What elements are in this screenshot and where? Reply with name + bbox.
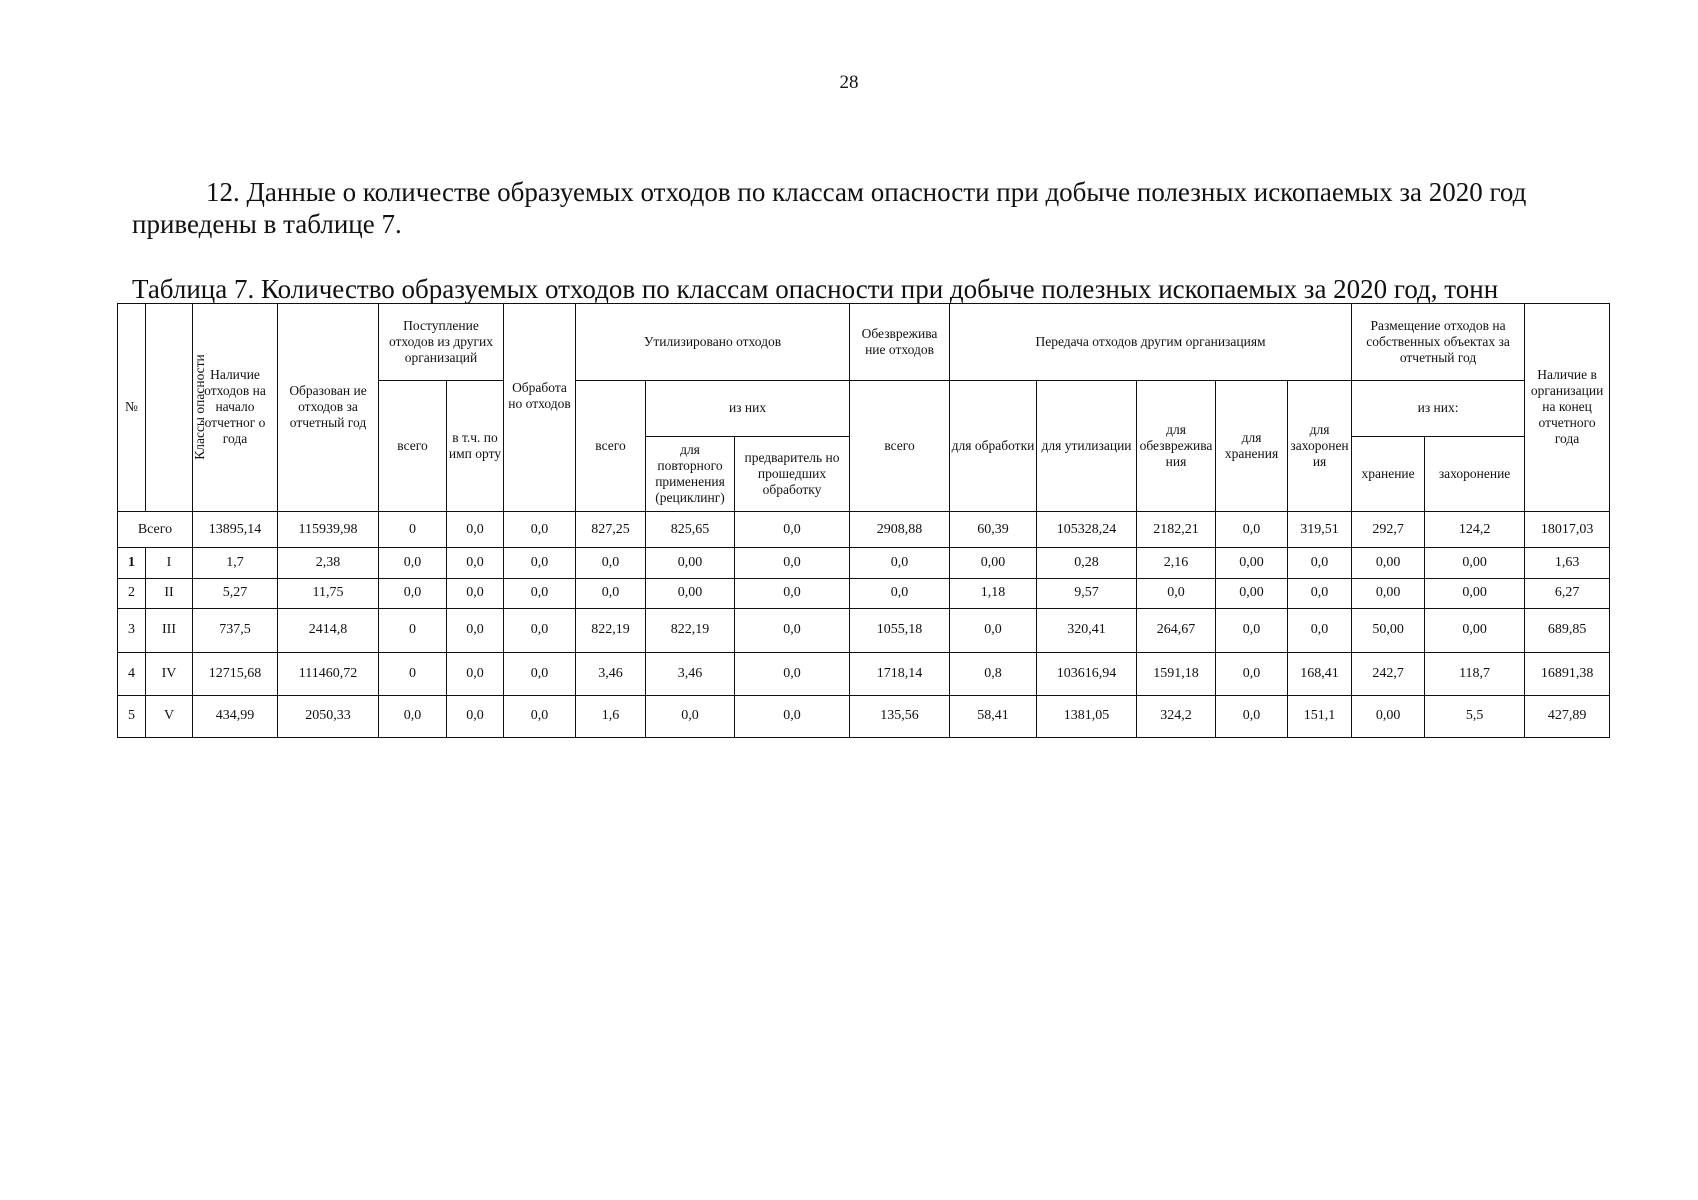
header-neutralized-total: всего <box>850 380 950 511</box>
cell-transfer-processing: 0,8 <box>950 653 1037 695</box>
cell-utilized-reuse: 0,00 <box>646 578 735 608</box>
cell-transfer-storage: 0,0 <box>1216 695 1288 737</box>
cell-transfer-neutralization: 0,0 <box>1137 578 1216 608</box>
table-row <box>118 578 1610 608</box>
header-utilized-total: всего <box>576 380 646 511</box>
cell-transfer-utilization: 1381,05 <box>1037 695 1137 737</box>
row-number: 2 <box>118 578 146 608</box>
cell-transfer-storage: 0,00 <box>1216 548 1288 578</box>
total-label: Всего <box>118 511 193 547</box>
cell-received-total: 0 <box>379 608 447 652</box>
cell-utilized-total: 3,46 <box>576 653 646 695</box>
cell-transfer-burial: 151,1 <box>1288 695 1352 737</box>
table-row <box>118 548 1610 578</box>
cell-received-import: 0,0 <box>447 511 504 547</box>
cell-placement-storage: 0,00 <box>1352 695 1425 737</box>
header-transfer-storage: для хранения <box>1216 380 1288 511</box>
cell-utilized-preprocessed: 0,0 <box>735 548 850 578</box>
cell-transfer-burial: 0,0 <box>1288 608 1352 652</box>
header-utilized-preprocessed: предваритель но прошедших обработку <box>735 437 850 512</box>
header-transfer-utilization: для утилизации <box>1037 380 1137 511</box>
cell-processed: 0,0 <box>504 548 576 578</box>
cell-transfer-neutralization: 1591,18 <box>1137 653 1216 695</box>
cell-placement-storage: 50,00 <box>1352 608 1425 652</box>
cell-transfer-neutralization: 2182,21 <box>1137 511 1216 547</box>
cell-processed: 0,0 <box>504 695 576 737</box>
cell-utilized-total: 822,19 <box>576 608 646 652</box>
cell-utilized-total: 827,25 <box>576 511 646 547</box>
header-neutralized-group: Обезврежива ние отходов <box>850 304 950 381</box>
cell-generated: 2,38 <box>278 548 379 578</box>
cell-neutralized-total: 2908,88 <box>850 511 950 547</box>
table-body <box>118 511 1610 737</box>
cell-transfer-utilization: 0,28 <box>1037 548 1137 578</box>
cell-utilized-reuse: 0,00 <box>646 548 735 578</box>
cell-end-balance: 1,63 <box>1525 548 1610 578</box>
header-transfer-neutralization: для обезвреживания <box>1137 380 1216 511</box>
cell-received-total: 0 <box>379 653 447 695</box>
cell-transfer-neutralization: 2,16 <box>1137 548 1216 578</box>
header-processed: Обработа но отходов <box>504 304 576 512</box>
cell-transfer-processing: 0,0 <box>950 608 1037 652</box>
cell-transfer-processing: 60,39 <box>950 511 1037 547</box>
header-transfer-burial: для захоронения <box>1288 380 1352 511</box>
cell-received-total: 0,0 <box>379 548 447 578</box>
header-received-total: всего <box>379 380 447 511</box>
cell-transfer-utilization: 105328,24 <box>1037 511 1137 547</box>
cell-end-balance: 6,27 <box>1525 578 1610 608</box>
header-placement-group: Размещение отходов на собственных объектах за отчетный год <box>1352 304 1525 381</box>
row-class: V <box>146 695 193 737</box>
cell-transfer-burial: 319,51 <box>1288 511 1352 547</box>
cell-placement-storage: 0,00 <box>1352 548 1425 578</box>
cell-processed: 0,0 <box>504 578 576 608</box>
row-class: III <box>146 608 193 652</box>
cell-utilized-reuse: 3,46 <box>646 653 735 695</box>
row-number: 4 <box>118 653 146 695</box>
cell-transfer-utilization: 9,57 <box>1037 578 1137 608</box>
cell-neutralized-total: 135,56 <box>850 695 950 737</box>
header-transfer-processing: для обработки <box>950 380 1037 511</box>
cell-received-import: 0,0 <box>447 548 504 578</box>
cell-utilized-reuse: 0,0 <box>646 695 735 737</box>
cell-end-balance: 16891,38 <box>1525 653 1610 695</box>
row-class: II <box>146 578 193 608</box>
header-no: № <box>118 304 146 512</box>
cell-transfer-utilization: 103616,94 <box>1037 653 1137 695</box>
table-row <box>118 695 1610 737</box>
cell-transfer-processing: 1,18 <box>950 578 1037 608</box>
row-number: 1 <box>118 548 146 578</box>
cell-utilized-preprocessed: 0,0 <box>735 608 850 652</box>
cell-processed: 0,0 <box>504 511 576 547</box>
cell-processed: 0,0 <box>504 608 576 652</box>
row-class: IV <box>146 653 193 695</box>
cell-transfer-processing: 0,00 <box>950 548 1037 578</box>
cell-transfer-neutralization: 264,67 <box>1137 608 1216 652</box>
cell-received-import: 0,0 <box>447 653 504 695</box>
cell-transfer-storage: 0,00 <box>1216 578 1288 608</box>
cell-transfer-storage: 0,0 <box>1216 608 1288 652</box>
cell-generated: 2414,8 <box>278 608 379 652</box>
header-placement-burial: захоронение <box>1425 437 1525 512</box>
page-number: 28 <box>839 72 859 93</box>
cell-utilized-total: 0,0 <box>576 548 646 578</box>
table-row <box>118 653 1610 695</box>
cell-utilized-preprocessed: 0,0 <box>735 695 850 737</box>
cell-received-total: 0 <box>379 511 447 547</box>
cell-start-balance: 12715,68 <box>193 653 278 695</box>
cell-transfer-storage: 0,0 <box>1216 511 1288 547</box>
header-end-balance: Наличие в организации на конец отчетного года <box>1525 304 1610 512</box>
cell-transfer-processing: 58,41 <box>950 695 1037 737</box>
cell-neutralized-total: 0,0 <box>850 578 950 608</box>
cell-utilized-reuse: 822,19 <box>646 608 735 652</box>
waste-table <box>117 303 1610 738</box>
cell-end-balance: 427,89 <box>1525 695 1610 737</box>
cell-transfer-storage: 0,0 <box>1216 653 1288 695</box>
cell-placement-storage: 292,7 <box>1352 511 1425 547</box>
row-class: I <box>146 548 193 578</box>
cell-neutralized-total: 0,0 <box>850 548 950 578</box>
header-hazard-class: Классы опасности <box>146 304 193 512</box>
cell-placement-burial: 0,00 <box>1425 578 1525 608</box>
intro-paragraph: 12. Данные о количестве образуемых отходов по классам опасности при добыче полезных ископаемых за 2020 год приведены в таблице 7. <box>132 177 1527 239</box>
cell-processed: 0,0 <box>504 653 576 695</box>
cell-transfer-utilization: 320,41 <box>1037 608 1137 652</box>
cell-start-balance: 5,27 <box>193 578 278 608</box>
cell-utilized-reuse: 825,65 <box>646 511 735 547</box>
table-caption: Таблица 7. Количество образуемых отходов по классам опасности при добыче полезных ископаемых за 2020 год, тонн <box>132 274 1499 304</box>
cell-generated: 115939,98 <box>278 511 379 547</box>
cell-neutralized-total: 1055,18 <box>850 608 950 652</box>
cell-utilized-preprocessed: 0,0 <box>735 653 850 695</box>
cell-received-import: 0,0 <box>447 695 504 737</box>
cell-received-import: 0,0 <box>447 578 504 608</box>
header-utilized-reuse: для повторного применения (рециклинг) <box>646 437 735 512</box>
cell-placement-storage: 0,00 <box>1352 578 1425 608</box>
header-placement-of-which: из них: <box>1352 380 1525 437</box>
cell-end-balance: 18017,03 <box>1525 511 1610 547</box>
cell-received-total: 0,0 <box>379 695 447 737</box>
row-number: 5 <box>118 695 146 737</box>
total-row <box>118 511 1610 547</box>
cell-transfer-burial: 0,0 <box>1288 548 1352 578</box>
cell-start-balance: 434,99 <box>193 695 278 737</box>
cell-placement-burial: 0,00 <box>1425 608 1525 652</box>
header-utilized-group: Утилизировано отходов <box>576 304 850 381</box>
cell-end-balance: 689,85 <box>1525 608 1610 652</box>
header-received-group: Поступление отходов из других организаций <box>379 304 504 381</box>
cell-received-import: 0,0 <box>447 608 504 652</box>
cell-placement-burial: 5,5 <box>1425 695 1525 737</box>
cell-placement-storage: 242,7 <box>1352 653 1425 695</box>
header-utilized-of-which: из них <box>646 380 850 437</box>
cell-placement-burial: 0,00 <box>1425 548 1525 578</box>
table-row <box>118 608 1610 652</box>
cell-transfer-neutralization: 324,2 <box>1137 695 1216 737</box>
header-placement-storage: хранение <box>1352 437 1425 512</box>
cell-transfer-burial: 0,0 <box>1288 578 1352 608</box>
cell-start-balance: 737,5 <box>193 608 278 652</box>
table-header <box>118 304 1610 512</box>
cell-transfer-burial: 168,41 <box>1288 653 1352 695</box>
cell-utilized-preprocessed: 0,0 <box>735 511 850 547</box>
row-number: 3 <box>118 608 146 652</box>
cell-start-balance: 13895,14 <box>193 511 278 547</box>
cell-placement-burial: 124,2 <box>1425 511 1525 547</box>
header-transfer-group: Передача отходов другим организациям <box>950 304 1352 381</box>
header-start-balance: Наличие отходов на начало отчетног о года <box>193 304 278 512</box>
cell-start-balance: 1,7 <box>193 548 278 578</box>
cell-utilized-preprocessed: 0,0 <box>735 578 850 608</box>
cell-generated: 111460,72 <box>278 653 379 695</box>
cell-utilized-total: 1,6 <box>576 695 646 737</box>
cell-received-total: 0,0 <box>379 578 447 608</box>
cell-neutralized-total: 1718,14 <box>850 653 950 695</box>
cell-utilized-total: 0,0 <box>576 578 646 608</box>
cell-placement-burial: 118,7 <box>1425 653 1525 695</box>
header-received-import: в т.ч. по имп орту <box>447 380 504 511</box>
cell-generated: 2050,33 <box>278 695 379 737</box>
header-generated: Образован ие отходов за отчетный год <box>278 304 379 512</box>
cell-generated: 11,75 <box>278 578 379 608</box>
